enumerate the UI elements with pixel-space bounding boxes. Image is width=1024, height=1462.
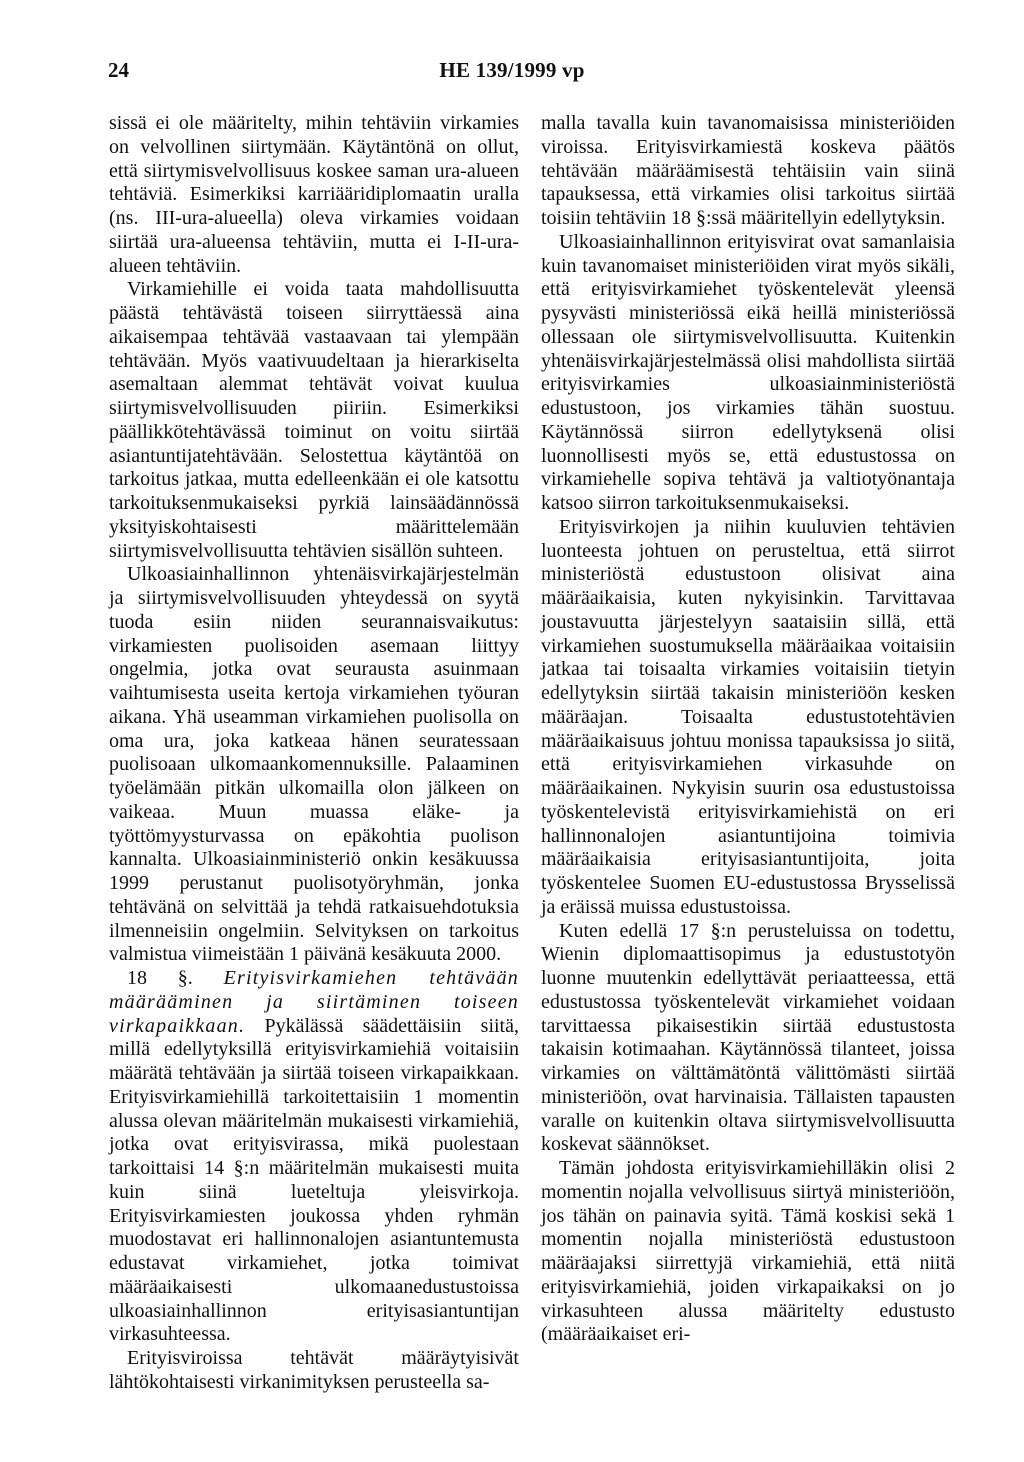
section-title: Erityisvirkamiehen tehtävään määrääminen ja siirtäminen toiseen virkapaikkaan. bbox=[109, 967, 519, 1037]
left-column bbox=[109, 112, 519, 1395]
right-column bbox=[541, 112, 955, 1347]
left-paragraph-2: Virkamiehille ei voida taata mahdollisuutta päästä tehtävästä toiseen siirryttäessä aina aikaisempaa tehtävää vastaavaan tai ylempään tehtävään. Myös vaativuudeltaan ja hierarkiselta asemaltaan alemmat tehtävät voivat kuulua siirtymisvelvollisuuden piiriin. Esimerkiksi päällikkötehtävässä toiminut on voitu siirtää asiantuntijatehtävään. Selostettua käytäntöä on tarkoitus jatkaa, mutta edelleenkään ei ole katsottu tarkoituksenmukaiseksi pyrkiä lainsäädännössä yksityiskohtaisesti määrittelemään siirtymisvelvollisuutta tehtävien sisällön suhteen. bbox=[109, 278, 519, 562]
right-paragraph-1: malla tavalla kuin tavanomaisissa ministeriöiden viroissa. Erityisvirkamiestä koskeva päätös tehtävään määräämisestä tehtäisiin vain siinä tapauksessa, että virkamies olisi tarkoitus siirtää toisiin tehtäviin 18 §:ssä määritellyin edellytyksin. bbox=[541, 112, 955, 229]
left-paragraph-4 bbox=[109, 967, 519, 1347]
section-number: 18 §. bbox=[127, 967, 193, 989]
document-id: HE 139/1999 vp bbox=[439, 58, 585, 82]
right-paragraph-4: Kuten edellä 17 §:n perusteluissa on todettu, Wienin diplomaattisopimus ja edustustotyön luonne muutenkin edellyttävät periaatteessa, että edustustossa työskentelevät virkamiehet voidaan tarvittaessa pikaisestikin siirtää edustustosta takaisin kotimaahan. Käytännössä tilanteet, joissa virkamies on välttämätöntä välittömästi siirtää ministeriöön, ovat harvinaisia. Tällaisten tapausten varalle on kuitenkin oltava siirtymisvelvollisuutta koskevat säännökset. bbox=[541, 919, 955, 1156]
left-paragraph-3: Ulkoasiainhallinnon yhtenäisvirkajärjestelmän ja siirtymisvelvollisuuden yhteydessä on syytä tuoda esiin niiden seurannaisvaikutus: virkamiesten puolisoiden asemaan liittyy ongelmia, jotka ovat seurausta asuinmaan vaihtumisesta useita kertoja virkamiehen työuran aikana. Yhä useamman virkamiehen puolisolla on oma ura, joka katkeaa hänen seuratessaan puolisoaan ulkomaankomennuksille. Palaaminen työelämään pitkän ulkomailla olon jälkeen on vaikeaa. Muun muassa eläke- ja työttömyysturvassa on epäkohtia puolison kannalta. Ulkoasiainministeriö onkin kesäkuussa 1999 perustanut puolisotyöryhmän, jonka tehtävänä on selvittää ja tehdä ratkaisuehdotuksia ilmenneisiin ongelmiin. Selvityksen on tarkoitus valmistua viimeistään 1 päivänä kesäkuuta 2000. bbox=[109, 563, 519, 966]
section-body: Pykälässä säädettäisiin siitä, millä edellytyksillä erityisvirkamiehiä voitaisiin määrätä tehtävään ja siirtää toiseen virkapaikkaan. Erityisvirkamiehillä tarkoitettaisiin 1 momentin alussa olevan määritelmän mukaisesti virkamiehiä, jotka ovat erityisvirassa, mikä puolestaan tarkoittaisi 14 §:n määritelmän mukaisesti muita kuin siinä lueteltuja yleisvirkoja. Erityisvirkamiesten joukossa yhden ryhmän muodostavat eri hallinnonalojen asiantuntemusta edustavat virkamiehet, jotka toimivat määräaikaisesti ulkomaanedustustoissa ulkoasiainhallinnon erityisasiantuntijan virkasuhteessa. bbox=[109, 1014, 519, 1346]
right-paragraph-5: Tämän johdosta erityisvirkamiehilläkin olisi 2 momentin nojalla velvollisuus siirtyä ministeriöön, jos tähän on painavia syitä. Tämä koskisi sekä 1 momentin nojalla ministeriöstä edustustoon määräajaksi siirrettyjä virkamiehiä, että niitä erityisvirkamiehiä, joiden virkapaikaksi on jo virkasuhteen alussa määritelty edustusto (määräaikaiset eri- bbox=[541, 1157, 955, 1346]
page-header bbox=[0, 58, 1024, 88]
left-paragraph-5: Erityisviroissa tehtävät määräytyisivät lähtökohtaisesti virkanimityksen perusteella sa- bbox=[109, 1347, 519, 1393]
left-paragraph-1: sissä ei ole määritelty, mihin tehtäviin virkamies on velvollinen siirtymään. Käytäntönä on ollut, että siirtymisvelvollisuus koskee saman ura-alueen tehtäviä. Esimerkiksi karriääridiplomaatin uralla (ns. III-ura-alueella) oleva virkamies voidaan siirtää ura-alueensa tehtäviin, mutta ei I-II-ura-alueen tehtäviin. bbox=[109, 112, 519, 277]
right-paragraph-2: Ulkoasiainhallinnon erityisvirat ovat samanlaisia kuin tavanomaiset ministeriöiden virat myös sikäli, että erityisvirkamiehet työskentelevät yleensä pysyvästi ministeriössä eikä heillä ministeriössä ollessaan ole siirtymisvelvollisuutta. Kuitenkin yhtenäisvirkajärjestelmässä olisi mahdollista siirtää erityisvirkamies ulkoasiainministeriöstä edustustoon, jos virkamies tähän suostuu. Käytännössä siirron edellytyksenä olisi luonnollisesti myös se, että edustustossa on virkamiehelle sopiva tehtävä ja valtiotyönantaja katsoo siirron tarkoituksenmukaiseksi. bbox=[541, 230, 955, 514]
right-paragraph-3: Erityisvirkojen ja niihin kuuluvien tehtävien luonteesta johtuen on perusteltua, että siirrot ministeriöstä edustustoon olisivat aina määräaikaisia, kuten nykyisinkin. Tarvittavaa joustavuutta järjestelyyn saataisiin sillä, että virkamiehen suostumuksella määräaikaa voitaisiin jatkaa tai toisaalta virkamies voitaisiin tietyin edellytyksin siirtää takaisin ministeriöön kesken määräajan. Toisaalta edustustotehtävien määräaikaisuus johtuu monissa tapauksissa jo siitä, että erityisvirkamiehen virkasuhde on määräaikainen. Nykyisin suurin osa edustustoissa työskentelevistä erityisvirkamiehistä on eri hallinnonalojen asiantuntijoina toimivia määräaikaisia erityisasiantuntijoita, joita työskentelee Suomen EU-edustustossa Brysselissä ja eräissä muissa edustustoissa. bbox=[541, 515, 955, 918]
page-number: 24 bbox=[108, 58, 129, 82]
